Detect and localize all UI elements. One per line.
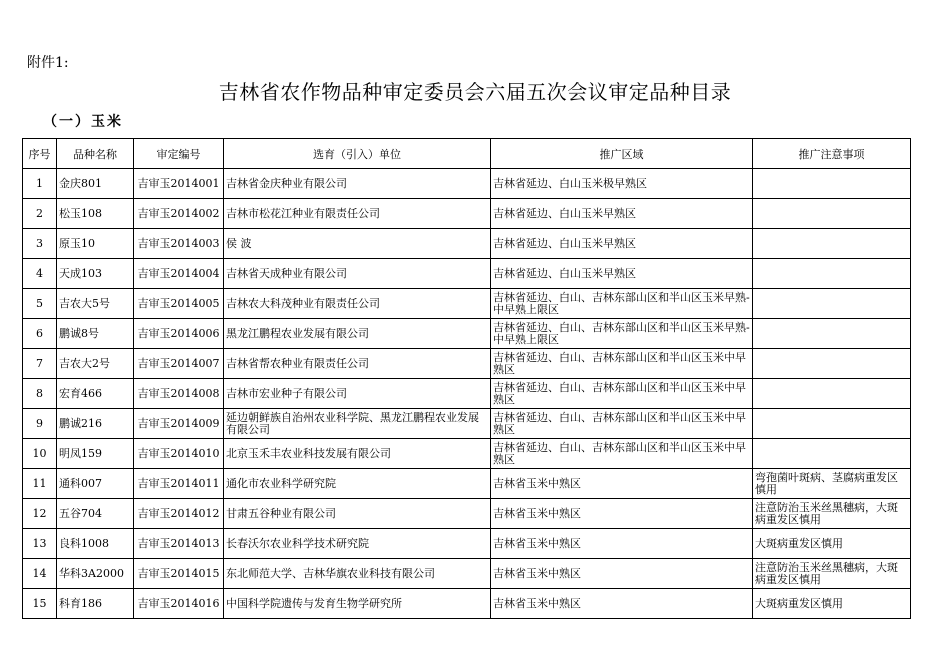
table-row	[23, 499, 911, 529]
table-row	[23, 439, 911, 469]
cell-variety: 鹏诚8号	[57, 319, 134, 349]
table-row	[23, 289, 911, 319]
cell-area: 吉林省玉米中熟区	[491, 529, 753, 559]
table-row	[23, 469, 911, 499]
cell-breeder: 延边朝鲜族自治州农业科学院、黑龙江鹏程农业发展有限公司	[224, 409, 491, 439]
cell-variety: 原玉10	[57, 229, 134, 259]
cell-area: 吉林省延边、白山、吉林东部山区和半山区玉米中早熟区	[491, 439, 753, 469]
cell-notes	[753, 379, 911, 409]
cell-breeder: 东北师范大学、吉林华旗农业科技有限公司	[224, 559, 491, 589]
table-row	[23, 379, 911, 409]
cell-no: 4	[23, 259, 57, 289]
cell-breeder: 长春沃尔农业科学技术研究院	[224, 529, 491, 559]
cell-notes	[753, 409, 911, 439]
cell-no: 12	[23, 499, 57, 529]
cell-breeder: 通化市农业科学研究院	[224, 469, 491, 499]
cell-code: 吉审玉2014008	[134, 379, 224, 409]
cell-breeder: 吉林省金庆种业有限公司	[224, 169, 491, 199]
cell-no: 1	[23, 169, 57, 199]
cell-no: 10	[23, 439, 57, 469]
variety-table	[22, 138, 911, 619]
cell-variety: 宏育466	[57, 379, 134, 409]
cell-breeder: 吉林省天成种业有限公司	[224, 259, 491, 289]
cell-area: 吉林省延边、白山、吉林东部山区和半山区玉米早熟-中早熟上限区	[491, 319, 753, 349]
cell-code: 吉审玉2014003	[134, 229, 224, 259]
cell-no: 13	[23, 529, 57, 559]
cell-breeder: 侯 波	[224, 229, 491, 259]
section-heading: （一）玉米	[43, 114, 123, 130]
column-header-breeder: 选育（引入）单位	[224, 139, 491, 169]
cell-variety: 良科1008	[57, 529, 134, 559]
table-row	[23, 529, 911, 559]
cell-code: 吉审玉2014015	[134, 559, 224, 589]
cell-area: 吉林省延边、白山、吉林东部山区和半山区玉米中早熟区	[491, 379, 753, 409]
table-row	[23, 169, 911, 199]
cell-area: 吉林省玉米中熟区	[491, 589, 753, 619]
cell-no: 7	[23, 349, 57, 379]
cell-variety: 鹏诚216	[57, 409, 134, 439]
cell-code: 吉审玉2014007	[134, 349, 224, 379]
table-row	[23, 559, 911, 589]
cell-no: 5	[23, 289, 57, 319]
column-header-area: 推广区域	[491, 139, 753, 169]
cell-area: 吉林省延边、白山玉米早熟区	[491, 199, 753, 229]
attachment-label: 附件1:	[27, 55, 69, 71]
cell-code: 吉审玉2014001	[134, 169, 224, 199]
column-header-code: 审定编号	[134, 139, 224, 169]
cell-no: 6	[23, 319, 57, 349]
table-body	[23, 169, 911, 619]
cell-breeder: 吉林市松花江种业有限责任公司	[224, 199, 491, 229]
cell-variety: 松玉108	[57, 199, 134, 229]
cell-area: 吉林省延边、白山、吉林东部山区和半山区玉米中早熟区	[491, 349, 753, 379]
cell-no: 9	[23, 409, 57, 439]
cell-notes	[753, 289, 911, 319]
cell-code: 吉审玉2014013	[134, 529, 224, 559]
cell-notes	[753, 229, 911, 259]
cell-no: 8	[23, 379, 57, 409]
cell-area: 吉林省延边、白山玉米早熟区	[491, 259, 753, 289]
cell-area: 吉林省延边、白山玉米极早熟区	[491, 169, 753, 199]
cell-code: 吉审玉2014012	[134, 499, 224, 529]
cell-area: 吉林省玉米中熟区	[491, 469, 753, 499]
cell-no: 14	[23, 559, 57, 589]
column-header-variety: 品种名称	[57, 139, 134, 169]
cell-code: 吉审玉2014005	[134, 289, 224, 319]
cell-breeder: 中国科学院遗传与发育生物学研究所	[224, 589, 491, 619]
cell-breeder: 黑龙江鹏程农业发展有限公司	[224, 319, 491, 349]
table-row	[23, 199, 911, 229]
cell-area: 吉林省延边、白山、吉林东部山区和半山区玉米中早熟区	[491, 409, 753, 439]
cell-code: 吉审玉2014011	[134, 469, 224, 499]
cell-breeder: 吉林农大科茂种业有限责任公司	[224, 289, 491, 319]
table-row	[23, 589, 911, 619]
cell-notes: 弯孢菌叶斑病、茎腐病重发区慎用	[753, 469, 911, 499]
cell-code: 吉审玉2014010	[134, 439, 224, 469]
column-header-notes: 推广注意事项	[753, 139, 911, 169]
cell-notes	[753, 439, 911, 469]
cell-area: 吉林省玉米中熟区	[491, 499, 753, 529]
cell-area: 吉林省延边、白山、吉林东部山区和半山区玉米早熟-中早熟上限区	[491, 289, 753, 319]
cell-notes: 大斑病重发区慎用	[753, 529, 911, 559]
cell-notes	[753, 199, 911, 229]
cell-variety: 吉农大2号	[57, 349, 134, 379]
cell-notes: 注意防治玉米丝黑穗病，大斑病重发区慎用	[753, 499, 911, 529]
cell-breeder: 吉林省帮农种业有限责任公司	[224, 349, 491, 379]
cell-code: 吉审玉2014004	[134, 259, 224, 289]
table-row	[23, 229, 911, 259]
table-row	[23, 319, 911, 349]
cell-area: 吉林省延边、白山玉米早熟区	[491, 229, 753, 259]
cell-variety: 通科007	[57, 469, 134, 499]
document-title: 吉林省农作物品种审定委员会六届五次会议审定品种目录	[218, 80, 732, 104]
cell-code: 吉审玉2014009	[134, 409, 224, 439]
cell-area: 吉林省玉米中熟区	[491, 559, 753, 589]
header-row	[23, 139, 911, 169]
cell-no: 11	[23, 469, 57, 499]
cell-breeder: 北京玉禾丰农业科技发展有限公司	[224, 439, 491, 469]
cell-notes	[753, 169, 911, 199]
cell-notes	[753, 319, 911, 349]
cell-notes: 大斑病重发区慎用	[753, 589, 911, 619]
cell-notes	[753, 349, 911, 379]
cell-breeder: 甘肃五谷种业有限公司	[224, 499, 491, 529]
cell-variety: 科育186	[57, 589, 134, 619]
cell-no: 15	[23, 589, 57, 619]
cell-breeder: 吉林市宏业种子有限公司	[224, 379, 491, 409]
cell-no: 3	[23, 229, 57, 259]
cell-code: 吉审玉2014002	[134, 199, 224, 229]
table-row	[23, 349, 911, 379]
cell-variety: 华科3A2000	[57, 559, 134, 589]
cell-no: 2	[23, 199, 57, 229]
cell-notes: 注意防治玉米丝黑穗病，大斑病重发区慎用	[753, 559, 911, 589]
cell-code: 吉审玉2014016	[134, 589, 224, 619]
cell-variety: 天成103	[57, 259, 134, 289]
table-row	[23, 259, 911, 289]
table-header	[23, 139, 911, 169]
cell-variety: 五谷704	[57, 499, 134, 529]
cell-code: 吉审玉2014006	[134, 319, 224, 349]
column-header-no: 序号	[23, 139, 57, 169]
cell-variety: 明凤159	[57, 439, 134, 469]
cell-variety: 吉农大5号	[57, 289, 134, 319]
cell-variety: 金庆801	[57, 169, 134, 199]
cell-notes	[753, 259, 911, 289]
table-row	[23, 409, 911, 439]
